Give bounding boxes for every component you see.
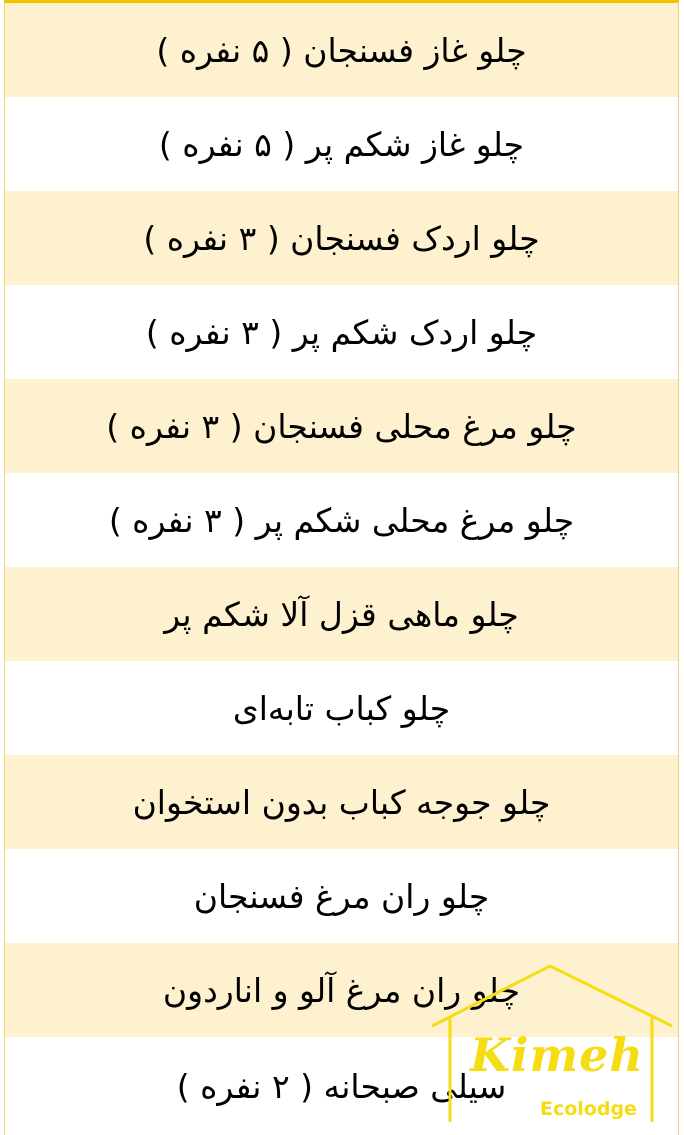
menu-item-label: چلو ران مرغ آلو و اناردون bbox=[162, 970, 521, 1010]
menu-item-label: چلو ماهی قزل آلا شکم پر bbox=[164, 594, 519, 634]
menu-row bbox=[5, 755, 678, 849]
menu-item-label: چلو غاز فسنجان ( ۵ نفره ) bbox=[156, 30, 527, 70]
menu-row bbox=[5, 97, 678, 191]
menu-row bbox=[5, 285, 678, 379]
menu-row bbox=[5, 1037, 678, 1135]
menu-row bbox=[5, 3, 678, 97]
menu-item-label: چلو کباب تابه‌ای bbox=[232, 688, 451, 728]
menu-row bbox=[5, 849, 678, 943]
menu-row bbox=[5, 567, 678, 661]
menu-item-label: چلو غاز شکم پر ( ۵ نفره ) bbox=[158, 124, 525, 164]
menu-row bbox=[5, 943, 678, 1037]
menu-row bbox=[5, 191, 678, 285]
menu-item-label: چلو اردک شکم پر ( ۳ نفره ) bbox=[145, 312, 538, 352]
menu-row bbox=[5, 661, 678, 755]
menu-item-label: چلو جوجه کباب بدون استخوان bbox=[132, 782, 551, 822]
menu-row bbox=[5, 473, 678, 567]
watermark-brand: Kimeh bbox=[470, 1028, 644, 1082]
menu-item-label: چلو مرغ محلی شکم پر ( ۳ نفره ) bbox=[108, 500, 575, 540]
menu-table bbox=[4, 0, 679, 1135]
menu-item-label: سیلی صبحانه ( ۲ نفره ) bbox=[176, 1066, 507, 1106]
menu-item-label: چلو ران مرغ فسنجان bbox=[193, 876, 490, 916]
watermark-subtitle: Ecolodge bbox=[540, 1098, 637, 1120]
menu-row bbox=[5, 379, 678, 473]
menu-item-label: چلو اردک فسنجان ( ۳ نفره ) bbox=[143, 218, 540, 258]
menu-item-label: چلو مرغ محلی فسنجان ( ۳ نفره ) bbox=[106, 406, 577, 446]
